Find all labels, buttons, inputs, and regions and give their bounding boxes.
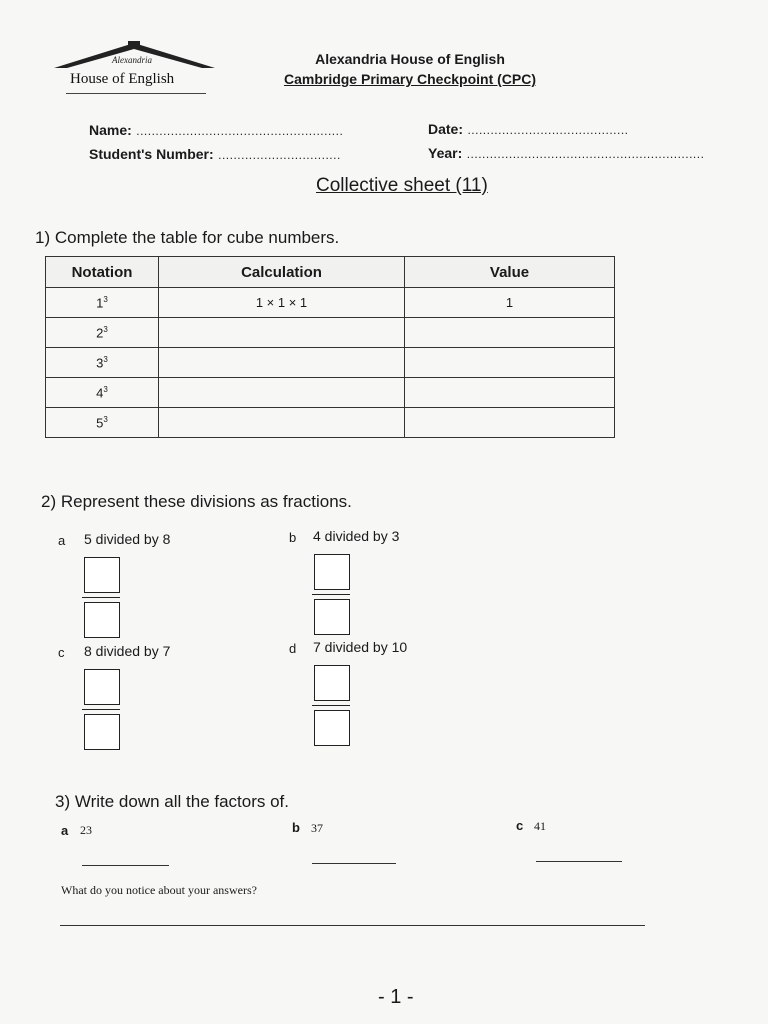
sheet-title: Collective sheet (11) [316, 175, 488, 196]
table-row [46, 378, 615, 408]
table-row [46, 408, 615, 438]
numerator-box[interactable] [314, 665, 350, 701]
part-c-text: 8 divided by 7 [84, 643, 171, 659]
notation-cell: $2^3$ [46, 318, 159, 348]
question-3-heading: 3) Write down all the factors of. [55, 792, 290, 811]
answer-line-b[interactable] [312, 863, 396, 864]
question-2-heading: 2) Represent these divisions as fractions. [41, 492, 352, 511]
denominator-box[interactable] [314, 599, 350, 635]
table-row [46, 348, 615, 378]
calculation-cell[interactable]: 1 × 1 × 1 [159, 288, 405, 318]
school-name: Alexandria House of English [315, 51, 505, 67]
fraction-b [314, 554, 352, 635]
fraction-bar [82, 709, 120, 710]
year-field[interactable] [428, 145, 704, 163]
table-row [46, 318, 615, 348]
part-c-letter: c [516, 818, 524, 833]
value-cell[interactable] [405, 318, 615, 348]
notice-answer-line[interactable] [60, 925, 645, 926]
logo-underline [66, 93, 206, 94]
student-number-label: Student's Number: [89, 146, 214, 162]
answer-line-c[interactable] [536, 861, 622, 862]
part-a-text: 5 divided by 8 [84, 531, 171, 547]
date-field[interactable] [428, 121, 629, 139]
fraction-c [84, 669, 122, 750]
student-number-field[interactable] [89, 146, 341, 164]
logo-big-text: House of English [70, 71, 175, 87]
numerator-box[interactable] [314, 554, 350, 590]
year-label: Year: [428, 145, 463, 161]
date-label: Date: [428, 121, 464, 137]
value-cell[interactable]: 1 [405, 288, 615, 318]
program-name: Cambridge Primary Checkpoint (CPC) [283, 71, 537, 87]
school-header [280, 49, 540, 89]
table-header-row [46, 257, 615, 288]
part-c-number: 41 [534, 819, 546, 833]
fraction-bar [312, 705, 350, 706]
calculation-cell[interactable] [159, 318, 405, 348]
value-cell[interactable] [405, 378, 615, 408]
answer-line-a[interactable] [82, 865, 169, 866]
school-logo [52, 40, 217, 98]
page-number: - 1 - [378, 986, 414, 1008]
fraction-d [314, 665, 352, 746]
part-a-letter: a [61, 823, 69, 838]
date-blank[interactable]: .......................................... [467, 123, 629, 137]
numerator-box[interactable] [84, 557, 120, 593]
fraction-bar [82, 597, 120, 598]
part-b-number: 37 [311, 821, 323, 835]
notice-question: What do you notice about your answers? [61, 883, 257, 897]
logo-small-text: Alexandria [112, 55, 152, 65]
part-b-text: 4 divided by 3 [313, 528, 400, 544]
cube-table [45, 256, 615, 438]
calculation-cell[interactable] [159, 378, 405, 408]
fraction-a [84, 557, 122, 638]
part-b-letter: b [289, 530, 297, 545]
denominator-box[interactable] [84, 714, 120, 750]
year-blank[interactable]: .............................................................. [466, 147, 705, 161]
name-blank[interactable]: ...................................................... [136, 124, 344, 138]
denominator-box[interactable] [314, 710, 350, 746]
denominator-box[interactable] [84, 602, 120, 638]
part-a-letter: a [58, 533, 66, 548]
value-cell[interactable] [405, 408, 615, 438]
table-header-notation: Notation [46, 257, 159, 288]
name-field[interactable] [89, 122, 343, 140]
part-c-letter: c [58, 645, 65, 660]
part-b-letter: b [292, 820, 300, 835]
table-row [46, 288, 615, 318]
notation-cell: $1^3$ [46, 288, 159, 318]
numerator-box[interactable] [84, 669, 120, 705]
fraction-bar [312, 594, 350, 595]
name-label: Name: [89, 122, 132, 138]
student-number-blank[interactable]: ................................ [218, 148, 341, 162]
calculation-cell[interactable] [159, 408, 405, 438]
value-cell[interactable] [405, 348, 615, 378]
part-d-text: 7 divided by 10 [313, 639, 408, 655]
table-header-value: Value [405, 257, 615, 288]
table-header-calculation: Calculation [159, 257, 405, 288]
question-1-heading: 1) Complete the table for cube numbers. [35, 228, 340, 247]
part-d-letter: d [289, 641, 297, 656]
calculation-cell[interactable] [159, 348, 405, 378]
notation-cell: $3^3$ [46, 348, 159, 378]
part-a-number: 23 [80, 823, 92, 837]
notation-cell: $4^3$ [46, 378, 159, 408]
notation-cell: $5^3$ [46, 408, 159, 438]
